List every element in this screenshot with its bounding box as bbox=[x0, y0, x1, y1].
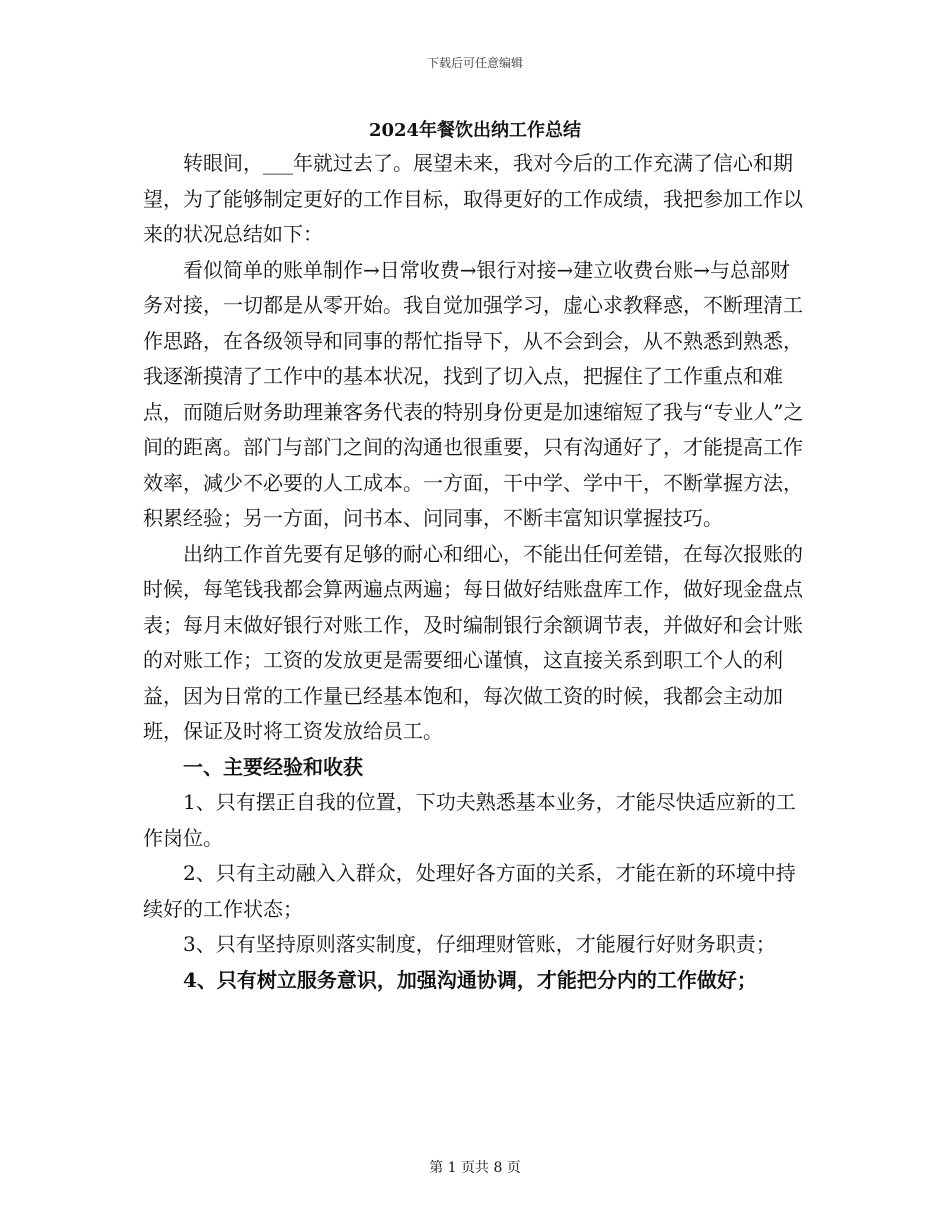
paragraph-learning: 看似简单的账单制作→日常收费→银行对接→建立收费台账→与总部财务对接，一切都是从零开始。我自觉加强学习，虚心求教释惑，不断理清工作思路，在各级领导和同事的帮忙指导下，从不会到会，从不熟悉到熟悉，我逐渐摸清了工作中的基本状况，找到了切入点，把握住了工作重点和难点，而随后财务助理兼客务代表的特别身份更是加速缩短了我与“专业人”之间的距离。部门与部门之间的沟通也很重要，只有沟通好了，才能提高工作效率，减少不必要的人工成本。一方面，干中学、学中干，不断掌握方法，积累经验；另一方面，问书本、问同事，不断丰富知识掌握技巧。 bbox=[143, 257, 804, 530]
list-item: 4、只有树立服务意识，加强沟通协调，才能把分内的工作做好； bbox=[183, 967, 757, 992]
paragraph-cashier-duties: 出纳工作首先要有足够的耐心和细心，不能出任何差错，在每次报账的时候，每笔钱我都会算两遍点两遍；每日做好结账盘库工作，做好现金盘点表；每月末做好银行对账工作，及时编制银行余额调节表，并做好和会计账的对账工作；工资的发放更是需要细心谨慎，这直接关系到职工个人的利益，因为日常的工作量已经基本饱和，每次做工资的时候，我都会主动加班，保证及时将工资发放给员工。 bbox=[143, 541, 803, 743]
list-item: 3、只有坚持原则落实制度，仔细理财管账，才能履行好财务职责； bbox=[183, 932, 776, 956]
list-item: 2、只有主动融入入群众，处理好各方面的关系，才能在新的环境中持续好的工作状态； bbox=[143, 861, 796, 921]
header-note: 下载后可任意编辑 bbox=[426, 56, 523, 70]
page-footer: 第 1 页共 8 页 bbox=[429, 1160, 521, 1176]
list-item: 1、只有摆正自我的位置，下功夫熟悉基本业务，才能尽快适应新的工作岗位。 bbox=[143, 790, 796, 850]
document-title: 2024年餐饮出纳工作总结 bbox=[368, 120, 582, 141]
section-heading: 一、主要经验和收获 bbox=[183, 754, 363, 779]
document-body bbox=[143, 146, 805, 998]
paragraph-intro: 转眼间，___年就过去了。展望未来，我对今后的工作充满了信心和期望，为了能够制定更好的工作目标，取得更好的工作成绩，我把参加工作以来的状况总结如下： bbox=[143, 151, 803, 246]
